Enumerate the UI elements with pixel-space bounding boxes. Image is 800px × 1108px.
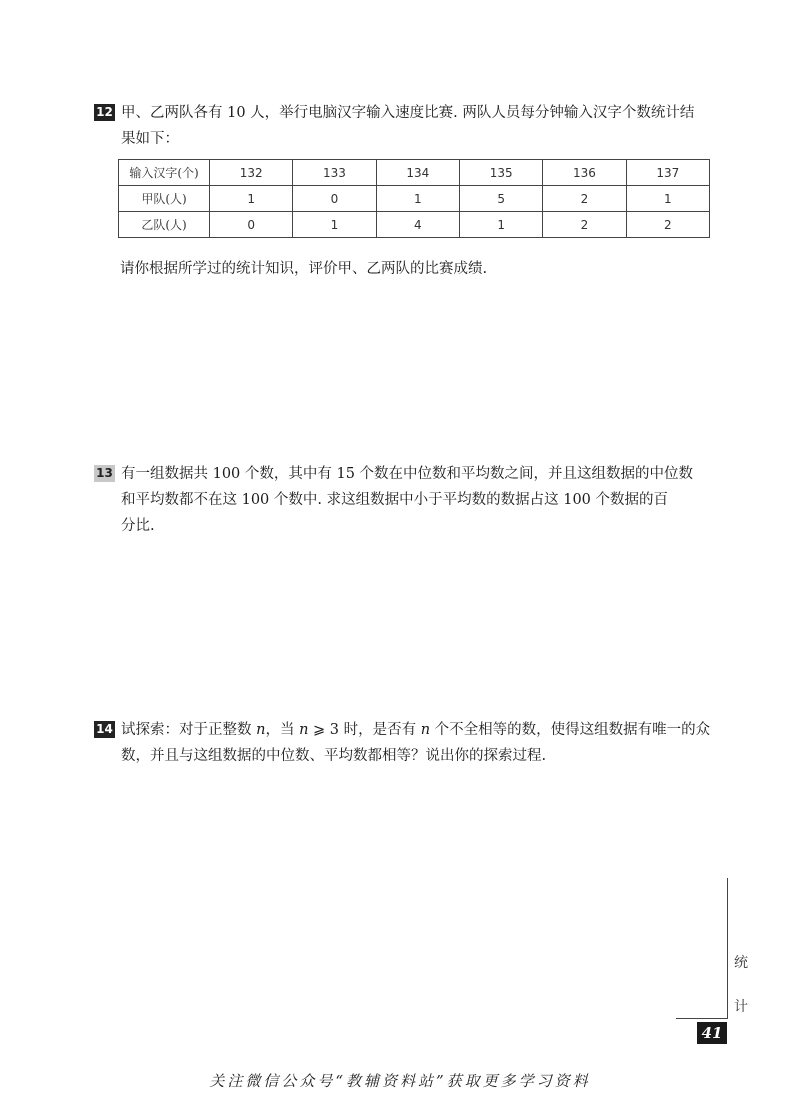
- table-cell: 4: [376, 212, 459, 238]
- problem-number-badge: 13: [94, 465, 115, 482]
- problem-14-text-2: 数，并且与这组数据的中位数、平均数都相等？说出你的探索过程.: [121, 748, 547, 764]
- table-cell: 2: [543, 212, 626, 238]
- table-cell: 0: [293, 186, 376, 212]
- table-cell: 1: [210, 186, 293, 212]
- table-header-cell: 136: [543, 160, 626, 186]
- math-variable-n: n: [256, 722, 266, 738]
- table-row: [119, 186, 710, 212]
- problem-12: [94, 100, 714, 152]
- problem-14-line-1: [94, 717, 714, 743]
- problem-13-text-1: 有一组数据共 100 个数，其中有 15 个数在中位数和平均数之间，并且这组数据的中位数: [121, 466, 694, 482]
- problem-12-text-1: 甲、乙两队各有 10 人，举行电脑汉字输入速度比赛. 两队人员每分钟输入汉字个数统计结: [121, 105, 695, 121]
- problem-14-text-b: ，当: [265, 722, 300, 738]
- table-header-cell: 135: [459, 160, 542, 186]
- table-header-cell: 132: [210, 160, 293, 186]
- problem-14-text-d: 个不全相等的数，使得这组数据有唯一的众: [430, 722, 711, 738]
- table-header-cell: 输入汉字(个): [119, 160, 210, 186]
- table-header-cell: 134: [376, 160, 459, 186]
- problem-number-badge: 12: [94, 104, 115, 121]
- table-cell: 5: [459, 186, 542, 212]
- table-cell: 2: [626, 212, 709, 238]
- chapter-divider-line: [727, 878, 728, 1018]
- problem-12-text-2: 果如下：: [121, 131, 179, 147]
- table-cell: 1: [293, 212, 376, 238]
- problem-number-badge: 14: [94, 721, 115, 738]
- math-variable-n: n: [420, 722, 431, 738]
- problem-13-text-3: 分比.: [121, 518, 155, 534]
- problem-14-text-c: ⩾ 3 时，是否有: [308, 722, 421, 738]
- page-number: 41: [697, 1022, 727, 1044]
- problem-13-line-1: [94, 461, 714, 487]
- problem-12-line-1: [94, 100, 714, 126]
- chapter-label-char: 统: [734, 955, 748, 971]
- problem-13-text-2: 和平均数都不在这 100 个数中. 求这组数据中小于平均数的数据占这 100 个数据的百: [121, 492, 669, 508]
- table-cell: 0: [210, 212, 293, 238]
- table-row-label: 甲队(人): [119, 186, 210, 212]
- problem-14-text-a: 试探索：对于正整数: [121, 722, 257, 738]
- problem-13: [94, 461, 714, 539]
- chapter-label-char: 计: [734, 999, 748, 1015]
- table-header-cell: 133: [293, 160, 376, 186]
- score-table: [118, 159, 710, 238]
- table-row-label: 乙队(人): [119, 212, 210, 238]
- table-cell: 1: [626, 186, 709, 212]
- table-header-row: [119, 160, 710, 186]
- table-cell: 1: [376, 186, 459, 212]
- table-row: [119, 212, 710, 238]
- problem-14: [94, 717, 714, 769]
- page-number-rule: [676, 1018, 728, 1019]
- math-variable-n: n: [299, 722, 309, 738]
- table-cell: 1: [459, 212, 542, 238]
- problem-12-question: 请你根据所学过的统计知识，评价甲、乙两队的比赛成绩.: [120, 261, 488, 277]
- table-cell: 2: [543, 186, 626, 212]
- footer-note: 关注微信公众号“教辅资料站”获取更多学习资料: [209, 1072, 591, 1090]
- table-header-cell: 137: [626, 160, 709, 186]
